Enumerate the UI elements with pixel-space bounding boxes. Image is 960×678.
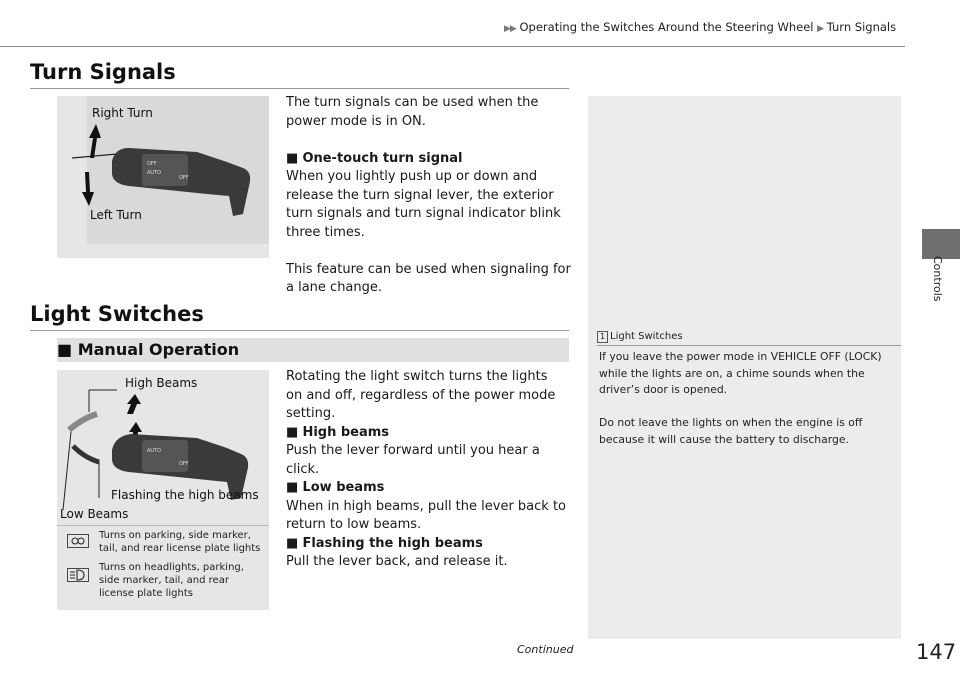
side-tab-label[interactable]: Controls bbox=[931, 256, 944, 302]
page-title: Turn Signals bbox=[30, 60, 176, 84]
square-bullet-icon: ■ bbox=[286, 424, 299, 440]
note-title: 1 Light Switches bbox=[597, 331, 683, 343]
turn-signal-figure bbox=[57, 96, 269, 258]
legend-headlights: Turns on headlights, parking, side marker, tail, and rear license plate lights bbox=[99, 562, 244, 599]
svg-text:AUTO: AUTO bbox=[147, 170, 162, 176]
low-beams-label: Low Beams bbox=[60, 507, 129, 521]
square-bullet-icon: ■ bbox=[286, 150, 299, 166]
one-touch-description: When you lightly push up or down and release the turn signal lever, the exterior turn signals and turn signal indicator blink three times. bbox=[286, 169, 561, 240]
note-chime-text: If you leave the power mode in VEHICLE OFF (LOCK) while the lights are on, a chime sounds when the driver’s door is opened. bbox=[599, 350, 882, 396]
light-switch-figure bbox=[57, 370, 269, 610]
high-beams-label: High Beams bbox=[125, 376, 198, 390]
flashing-description: Pull the lever back, and release it. bbox=[286, 554, 508, 569]
header-rule bbox=[0, 46, 905, 47]
lane-change-note: This feature can be used when signaling for a lane change. bbox=[286, 261, 571, 295]
note-marker-icon: 1 bbox=[597, 331, 608, 343]
page-number: 147 bbox=[916, 640, 957, 664]
svg-text:OFF: OFF bbox=[179, 175, 189, 181]
note-body bbox=[599, 349, 891, 448]
flashing-high-beams-label: Flashing the high beams bbox=[111, 488, 259, 502]
parking-lights-icon bbox=[67, 533, 89, 547]
high-beams-heading: ■ High beams bbox=[286, 424, 390, 440]
section-rule bbox=[30, 88, 569, 89]
turn-signal-lever-illustration bbox=[57, 96, 269, 258]
breadcrumb-section[interactable]: Operating the Switches Around the Steering Wheel bbox=[519, 20, 814, 34]
manual-operation-heading: ■ Manual Operation bbox=[57, 340, 240, 359]
note-rule bbox=[597, 345, 901, 346]
note-battery-text: Do not leave the lights on when the engine is off because it will cause the battery to discharge. bbox=[599, 416, 863, 446]
one-touch-heading: ■ One-touch turn signal bbox=[286, 150, 463, 166]
side-tab-marker bbox=[922, 229, 960, 259]
section-rule bbox=[30, 330, 569, 331]
svg-text:OFF: OFF bbox=[147, 161, 157, 167]
light-switches-body bbox=[286, 368, 566, 572]
svg-text:AUTO: AUTO bbox=[147, 448, 162, 454]
square-bullet-icon: ■ bbox=[286, 535, 299, 551]
svg-text:OFF: OFF bbox=[179, 461, 189, 467]
light-switches-intro: Rotating the light switch turns the lights on and off, regardless of the power mode setting. bbox=[286, 369, 556, 421]
high-beams-description: Push the lever forward until you hear a click. bbox=[286, 443, 540, 477]
turn-signals-body bbox=[286, 94, 571, 298]
breadcrumb-page[interactable]: Turn Signals bbox=[826, 20, 897, 34]
breadcrumb-separator-icon: ▶ bbox=[817, 24, 824, 34]
breadcrumb-arrow-icon: ▶▶ bbox=[504, 24, 516, 34]
right-turn-label: Right Turn bbox=[92, 106, 153, 120]
left-turn-label: Left Turn bbox=[90, 208, 142, 222]
square-bullet-icon: ■ bbox=[57, 340, 73, 359]
flashing-heading: ■ Flashing the high beams bbox=[286, 535, 483, 551]
square-bullet-icon: ■ bbox=[286, 480, 299, 495]
turn-signals-intro: The turn signals can be used when the power mode is in ON. bbox=[286, 95, 539, 129]
low-beams-heading: ■ Low beams bbox=[286, 480, 385, 495]
low-beams-description: When in high beams, pull the lever back to return to low beams. bbox=[286, 498, 567, 532]
headlight-icon bbox=[67, 567, 89, 581]
continued-label: Continued bbox=[517, 643, 574, 656]
legend-parking-lights: Turns on parking, side marker, tail, and rear license plate lights bbox=[99, 530, 261, 554]
section-title-light-switches: Light Switches bbox=[30, 302, 204, 326]
breadcrumb bbox=[504, 20, 896, 34]
legend-divider bbox=[57, 525, 269, 526]
